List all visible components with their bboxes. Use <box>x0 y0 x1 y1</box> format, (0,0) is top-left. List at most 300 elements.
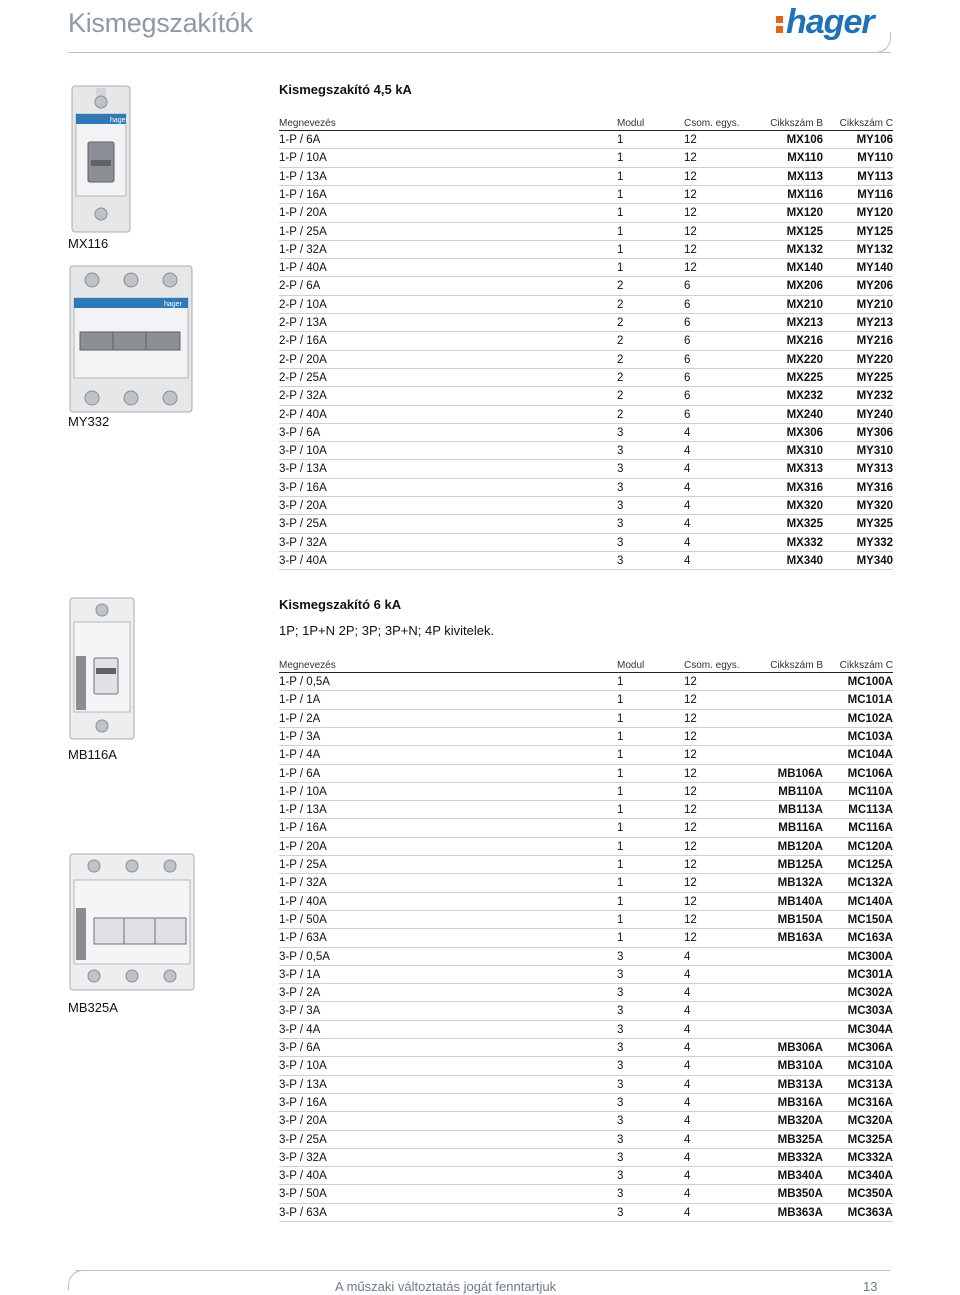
cell-code-b: MB132A <box>777 877 823 890</box>
cell-code-c: MC125A <box>847 859 893 871</box>
cell-name: 3-P / 25A <box>279 1133 327 1146</box>
cell-code-c: MY320 <box>856 500 893 512</box>
cell-name: 1-P / 16A <box>279 188 327 201</box>
cell-code-b: MX120 <box>786 207 823 220</box>
cell-modul: 3 <box>617 1151 624 1164</box>
cell-csom: 4 <box>684 463 691 476</box>
cell-code-b: MB363A <box>777 1206 823 1219</box>
table-row <box>279 351 893 369</box>
cell-code-b: MX306 <box>786 426 823 439</box>
cell-modul: 1 <box>617 767 624 780</box>
cell-name: 1-P / 10A <box>279 785 327 798</box>
table-row <box>279 149 893 167</box>
cell-name: 3-P / 2A <box>279 987 321 1000</box>
cell-code-c: MY110 <box>857 152 893 165</box>
cell-csom: 12 <box>684 694 697 707</box>
cell-name: 1-P / 16A <box>279 822 327 835</box>
cell-code-c: MC303A <box>847 1005 893 1018</box>
cell-csom: 12 <box>684 730 697 743</box>
cell-code-c: MC325A <box>847 1133 893 1146</box>
table-row <box>279 1167 893 1185</box>
cell-csom: 4 <box>684 445 691 458</box>
table-row <box>279 856 893 874</box>
cell-code-b: MX216 <box>786 335 823 348</box>
cell-code-c: MY213 <box>856 317 893 329</box>
cell-name: 2-P / 20A <box>279 353 327 366</box>
cell-code-b: MB120A <box>777 840 823 853</box>
cell-modul: 2 <box>617 280 624 293</box>
cell-code-b: MB140A <box>777 895 823 908</box>
cell-modul: 1 <box>617 913 624 926</box>
cell-code-b: MB316A <box>777 1096 823 1109</box>
cell-name: 2-P / 6A <box>279 280 321 293</box>
cell-code-c: MY325 <box>856 518 893 531</box>
row-divider <box>279 569 893 570</box>
cell-name: 1-P / 40A <box>279 262 327 275</box>
cell-modul: 1 <box>617 134 624 146</box>
table-row <box>279 911 893 929</box>
cell-code-b: MB150A <box>777 913 823 926</box>
svg-text:hager: hager <box>110 117 128 124</box>
cell-name: 1-P / 4A <box>279 749 321 762</box>
table-row <box>279 746 893 764</box>
cell-name: 1-P / 2A <box>279 712 321 725</box>
cell-code-b: MX325 <box>786 518 823 531</box>
cell-name: 1-P / 50A <box>279 913 327 926</box>
image-label-mb325a: MB325A <box>68 1000 118 1015</box>
header-rule <box>68 52 891 53</box>
table-row <box>279 1039 893 1057</box>
cell-modul: 3 <box>617 554 624 567</box>
logo-dots-icon <box>776 16 783 33</box>
table-row <box>279 874 893 892</box>
cell-csom: 4 <box>684 1151 691 1164</box>
section2-title: Kismegszakító 6 kA <box>279 597 402 612</box>
cell-code-c: MC306A <box>847 1042 893 1054</box>
cell-code-c: MY220 <box>856 353 893 366</box>
cell-csom: 4 <box>684 1206 691 1219</box>
row-divider <box>279 1221 893 1222</box>
table-row <box>279 838 893 856</box>
cell-code-b: MB340A <box>777 1170 823 1183</box>
cell-code-b: MB313A <box>777 1078 823 1091</box>
cell-csom: 12 <box>684 134 697 146</box>
cell-name: 2-P / 10A <box>279 298 327 311</box>
cell-csom: 12 <box>684 170 697 183</box>
table-row <box>279 387 893 405</box>
cell-code-b: MB163A <box>777 932 823 945</box>
cell-modul: 3 <box>617 1170 624 1183</box>
table-row <box>279 893 893 911</box>
cell-code-c: MC120A <box>847 840 893 853</box>
cell-name: 3-P / 40A <box>279 554 327 567</box>
cell-code-c: MC310A <box>847 1060 893 1073</box>
cell-modul: 2 <box>617 353 624 366</box>
table-row <box>279 277 893 295</box>
cell-code-b: MB116A <box>778 822 823 835</box>
cell-code-c: MY306 <box>856 426 893 439</box>
cell-code-c: MC116A <box>848 822 893 835</box>
cell-name: 3-P / 40A <box>279 1170 327 1183</box>
cell-name: 2-P / 16A <box>279 335 327 348</box>
my332-device-image <box>66 264 196 414</box>
cell-modul: 3 <box>617 518 624 531</box>
cell-code-b: MX220 <box>786 353 823 366</box>
cell-name: 1-P / 20A <box>279 207 327 220</box>
cell-csom: 4 <box>684 1096 691 1109</box>
cell-modul: 1 <box>617 804 624 817</box>
cell-code-c: MC332A <box>847 1151 893 1164</box>
cell-name: 3-P / 16A <box>279 1096 327 1109</box>
page-title: Kismegszakítók <box>68 8 253 38</box>
cell-code-c: MY113 <box>857 170 893 183</box>
cell-csom: 6 <box>684 408 691 421</box>
cell-name: 1-P / 6A <box>279 767 321 780</box>
cell-csom: 12 <box>684 152 697 165</box>
cell-name: 2-P / 32A <box>279 390 327 403</box>
cell-code-c: MC302A <box>847 987 893 1000</box>
cell-code-b: MX210 <box>786 298 823 311</box>
cell-name: 2-P / 40A <box>279 408 327 421</box>
cell-csom: 4 <box>684 518 691 531</box>
table-row <box>279 515 893 533</box>
table-row <box>279 1094 893 1112</box>
cell-csom: 12 <box>684 712 697 725</box>
cell-csom: 12 <box>684 262 697 275</box>
cell-code-b: MX132 <box>786 243 823 256</box>
image-label-my332: MY332 <box>68 414 110 429</box>
cell-csom: 12 <box>684 785 697 798</box>
cell-csom: 4 <box>684 536 691 549</box>
cell-name: 3-P / 0,5A <box>279 950 330 963</box>
cell-code-c: MC304A <box>847 1023 893 1036</box>
cell-code-c: MY206 <box>856 280 893 293</box>
cell-name: 3-P / 50A <box>279 1188 327 1201</box>
cell-csom: 12 <box>684 767 697 780</box>
table-row <box>279 1204 893 1222</box>
cell-modul: 1 <box>617 932 624 945</box>
cell-modul: 3 <box>617 1115 624 1128</box>
table-row <box>279 710 893 728</box>
table-row <box>279 296 893 314</box>
table-row <box>279 966 893 984</box>
cell-name: 1-P / 40A <box>279 895 327 908</box>
cell-code-c: MC163A <box>847 932 893 945</box>
cell-code-b: MB350A <box>777 1188 823 1201</box>
table-row <box>279 728 893 746</box>
col-b: Cikkszám B <box>770 660 823 671</box>
table-row <box>279 259 893 277</box>
cell-csom: 4 <box>684 1042 691 1054</box>
table-row <box>279 948 893 966</box>
cell-csom: 4 <box>684 481 691 494</box>
cell-csom: 12 <box>684 895 697 908</box>
cell-name: 3-P / 3A <box>279 1005 321 1018</box>
cell-modul: 1 <box>617 712 624 725</box>
cell-modul: 1 <box>617 262 624 275</box>
cell-code-c: MY225 <box>856 371 893 384</box>
cell-modul: 2 <box>617 371 624 384</box>
cell-csom: 12 <box>684 243 697 256</box>
cell-code-c: MC313A <box>847 1078 893 1091</box>
cell-code-c: MY240 <box>856 408 893 421</box>
table-row <box>279 819 893 837</box>
cell-modul: 3 <box>617 1023 624 1036</box>
cell-code-b: MX113 <box>787 170 823 183</box>
cell-code-c: MC320A <box>847 1115 893 1128</box>
cell-code-b: MX313 <box>786 463 823 476</box>
cell-name: 3-P / 13A <box>279 1078 327 1091</box>
cell-name: 3-P / 16A <box>279 481 327 494</box>
table-row <box>279 369 893 387</box>
cell-code-b: MB320A <box>777 1115 823 1128</box>
cell-code-c: MC106A <box>847 767 893 780</box>
table-row <box>279 314 893 332</box>
cell-modul: 1 <box>617 676 624 688</box>
mb325a-device-image <box>66 852 198 992</box>
table-row <box>279 1149 893 1167</box>
cell-name: 3-P / 10A <box>279 445 327 458</box>
footer-curve <box>68 1270 83 1290</box>
cell-modul: 3 <box>617 1060 624 1073</box>
table-row <box>279 497 893 515</box>
cell-code-b: MB325A <box>777 1133 823 1146</box>
cell-name: 3-P / 20A <box>279 500 327 512</box>
table-row <box>279 204 893 222</box>
image-label-mb116a: MB116A <box>68 747 117 762</box>
cell-modul: 3 <box>617 426 624 439</box>
cell-csom: 6 <box>684 353 691 366</box>
cell-code-c: MY106 <box>856 134 893 146</box>
mb116a-device-image <box>64 596 140 741</box>
header-curve <box>876 32 891 53</box>
cell-modul: 1 <box>617 859 624 871</box>
cell-csom: 4 <box>684 1023 691 1036</box>
cell-code-c: MY132 <box>856 243 893 256</box>
cell-csom: 12 <box>684 859 697 871</box>
table-row <box>279 1076 893 1094</box>
cell-code-c: MY310 <box>856 445 893 458</box>
cell-modul: 2 <box>617 317 624 329</box>
cell-csom: 6 <box>684 280 691 293</box>
cell-modul: 1 <box>617 749 624 762</box>
cell-modul: 3 <box>617 1078 624 1091</box>
cell-name: 1-P / 3A <box>279 730 321 743</box>
cell-code-b: MB113A <box>778 804 823 817</box>
cell-code-b: MB310A <box>777 1060 823 1073</box>
cell-modul: 1 <box>617 243 624 256</box>
cell-code-b: MX225 <box>786 371 823 384</box>
col-csom: Csom. egys. <box>684 118 740 129</box>
table-row <box>279 929 893 947</box>
cell-csom: 6 <box>684 390 691 403</box>
table-row <box>279 479 893 497</box>
cell-code-c: MY116 <box>857 188 893 201</box>
cell-csom: 4 <box>684 426 691 439</box>
cell-code-c: MY340 <box>856 554 893 567</box>
cell-csom: 12 <box>684 840 697 853</box>
col-name: Megnevezés <box>279 118 336 129</box>
cell-code-b: MX240 <box>786 408 823 421</box>
table-row <box>279 783 893 801</box>
cell-name: 3-P / 25A <box>279 518 327 531</box>
col-modul: Modul <box>617 660 645 671</box>
cell-code-c: MY140 <box>856 262 893 275</box>
cell-csom: 4 <box>684 1188 691 1201</box>
cell-code-b: MX213 <box>786 317 823 329</box>
cell-code-c: MC101A <box>847 694 893 707</box>
cell-code-c: MC100A <box>847 676 893 688</box>
cell-modul: 1 <box>617 895 624 908</box>
table-row <box>279 442 893 460</box>
cell-csom: 4 <box>684 1170 691 1183</box>
cell-csom: 6 <box>684 298 691 311</box>
mx116-device-image <box>66 84 136 234</box>
cell-name: 1-P / 13A <box>279 804 327 817</box>
table-row <box>279 1112 893 1130</box>
cell-name: 1-P / 0,5A <box>279 676 330 688</box>
cell-code-c: MC102A <box>847 712 893 725</box>
cell-code-b: MX320 <box>786 500 823 512</box>
cell-modul: 1 <box>617 822 624 835</box>
cell-code-c: MY125 <box>856 225 893 238</box>
cell-name: 3-P / 32A <box>279 536 327 549</box>
cell-name: 1-P / 32A <box>279 243 327 256</box>
col-c: Cikkszám C <box>839 660 893 671</box>
cell-code-c: MC350A <box>847 1188 893 1201</box>
cell-modul: 2 <box>617 390 624 403</box>
cell-csom: 6 <box>684 371 691 384</box>
table-row <box>279 223 893 241</box>
cell-name: 1-P / 1A <box>279 694 321 707</box>
cell-name: 3-P / 32A <box>279 1151 327 1164</box>
cell-modul: 3 <box>617 1005 624 1018</box>
cell-code-b: MX140 <box>786 262 823 275</box>
cell-csom: 6 <box>684 335 691 348</box>
cell-modul: 1 <box>617 170 624 183</box>
cell-name: 3-P / 6A <box>279 1042 321 1054</box>
cell-code-b: MX206 <box>786 280 823 293</box>
cell-name: 3-P / 4A <box>279 1023 321 1036</box>
cell-modul: 2 <box>617 408 624 421</box>
cell-name: 3-P / 1A <box>279 968 321 981</box>
table-row <box>279 1002 893 1020</box>
cell-name: 1-P / 20A <box>279 840 327 853</box>
cell-modul: 3 <box>617 463 624 476</box>
table-row <box>279 1131 893 1149</box>
cell-modul: 3 <box>617 1206 624 1219</box>
col-modul: Modul <box>617 118 645 129</box>
cell-csom: 12 <box>684 749 697 762</box>
table-row <box>279 332 893 350</box>
table-row <box>279 460 893 478</box>
table-row <box>279 1057 893 1075</box>
cell-code-c: MC150A <box>847 913 893 926</box>
cell-modul: 3 <box>617 950 624 963</box>
table-row <box>279 691 893 709</box>
cell-modul: 3 <box>617 445 624 458</box>
cell-modul: 2 <box>617 335 624 348</box>
cell-csom: 4 <box>684 1115 691 1128</box>
cell-code-c: MY120 <box>856 207 893 220</box>
cell-name: 1-P / 6A <box>279 134 321 146</box>
cell-modul: 1 <box>617 225 624 238</box>
table-row <box>279 552 893 570</box>
cell-modul: 1 <box>617 152 624 165</box>
footer-rule <box>75 1270 890 1271</box>
cell-code-b: MX332 <box>786 536 823 549</box>
cell-csom: 4 <box>684 987 691 1000</box>
cell-code-c: MY216 <box>856 335 893 348</box>
table-row <box>279 406 893 424</box>
table-row <box>279 534 893 552</box>
cell-name: 2-P / 25A <box>279 371 327 384</box>
cell-csom: 4 <box>684 1078 691 1091</box>
cell-modul: 3 <box>617 481 624 494</box>
cell-csom: 12 <box>684 913 697 926</box>
cell-modul: 3 <box>617 987 624 1000</box>
cell-name: 3-P / 6A <box>279 426 321 439</box>
cell-code-c: MY210 <box>856 298 893 311</box>
table-row <box>279 131 893 149</box>
cell-name: 1-P / 13A <box>279 170 327 183</box>
table-row <box>279 1185 893 1203</box>
table-row <box>279 168 893 186</box>
cell-code-c: MC340A <box>847 1170 893 1183</box>
col-name: Megnevezés <box>279 660 336 671</box>
cell-name: 3-P / 63A <box>279 1206 327 1219</box>
table-row <box>279 984 893 1002</box>
cell-csom: 12 <box>684 188 697 201</box>
table-row <box>279 765 893 783</box>
cell-code-b: MB110A <box>778 785 823 798</box>
cell-name: 3-P / 20A <box>279 1115 327 1128</box>
cell-name: 1-P / 25A <box>279 859 327 871</box>
cell-csom: 12 <box>684 804 697 817</box>
cell-name: 1-P / 63A <box>279 932 327 945</box>
cell-code-b: MB306A <box>777 1042 823 1054</box>
col-c: Cikkszám C <box>839 118 893 129</box>
svg-text:hager: hager <box>164 301 182 308</box>
cell-modul: 3 <box>617 1042 624 1054</box>
cell-csom: 12 <box>684 822 697 835</box>
cell-modul: 1 <box>617 188 624 201</box>
cell-code-c: MC132A <box>847 877 893 890</box>
cell-code-b: MX232 <box>786 390 823 403</box>
footer-note: A műszaki változtatás jogát fenntartjuk <box>335 1279 557 1294</box>
cell-code-b: MX316 <box>786 481 823 494</box>
cell-csom: 4 <box>684 500 691 512</box>
cell-csom: 4 <box>684 950 691 963</box>
cell-csom: 12 <box>684 877 697 890</box>
cell-csom: 4 <box>684 1060 691 1073</box>
cell-modul: 3 <box>617 536 624 549</box>
cell-code-c: MC113A <box>848 804 893 817</box>
cell-csom: 6 <box>684 317 691 329</box>
cell-code-b: MX110 <box>787 152 823 165</box>
col-b: Cikkszám B <box>770 118 823 129</box>
cell-csom: 4 <box>684 554 691 567</box>
cell-code-c: MC140A <box>847 895 893 908</box>
cell-code-b: MX106 <box>786 134 823 146</box>
cell-modul: 2 <box>617 298 624 311</box>
cell-code-c: MY332 <box>856 536 893 549</box>
cell-csom: 12 <box>684 225 697 238</box>
cell-modul: 3 <box>617 500 624 512</box>
cell-code-c: MC363A <box>847 1206 893 1219</box>
cell-modul: 1 <box>617 207 624 220</box>
section2-note: 1P; 1P+N 2P; 3P; 3P+N; 4P kivitelek. <box>279 623 495 638</box>
